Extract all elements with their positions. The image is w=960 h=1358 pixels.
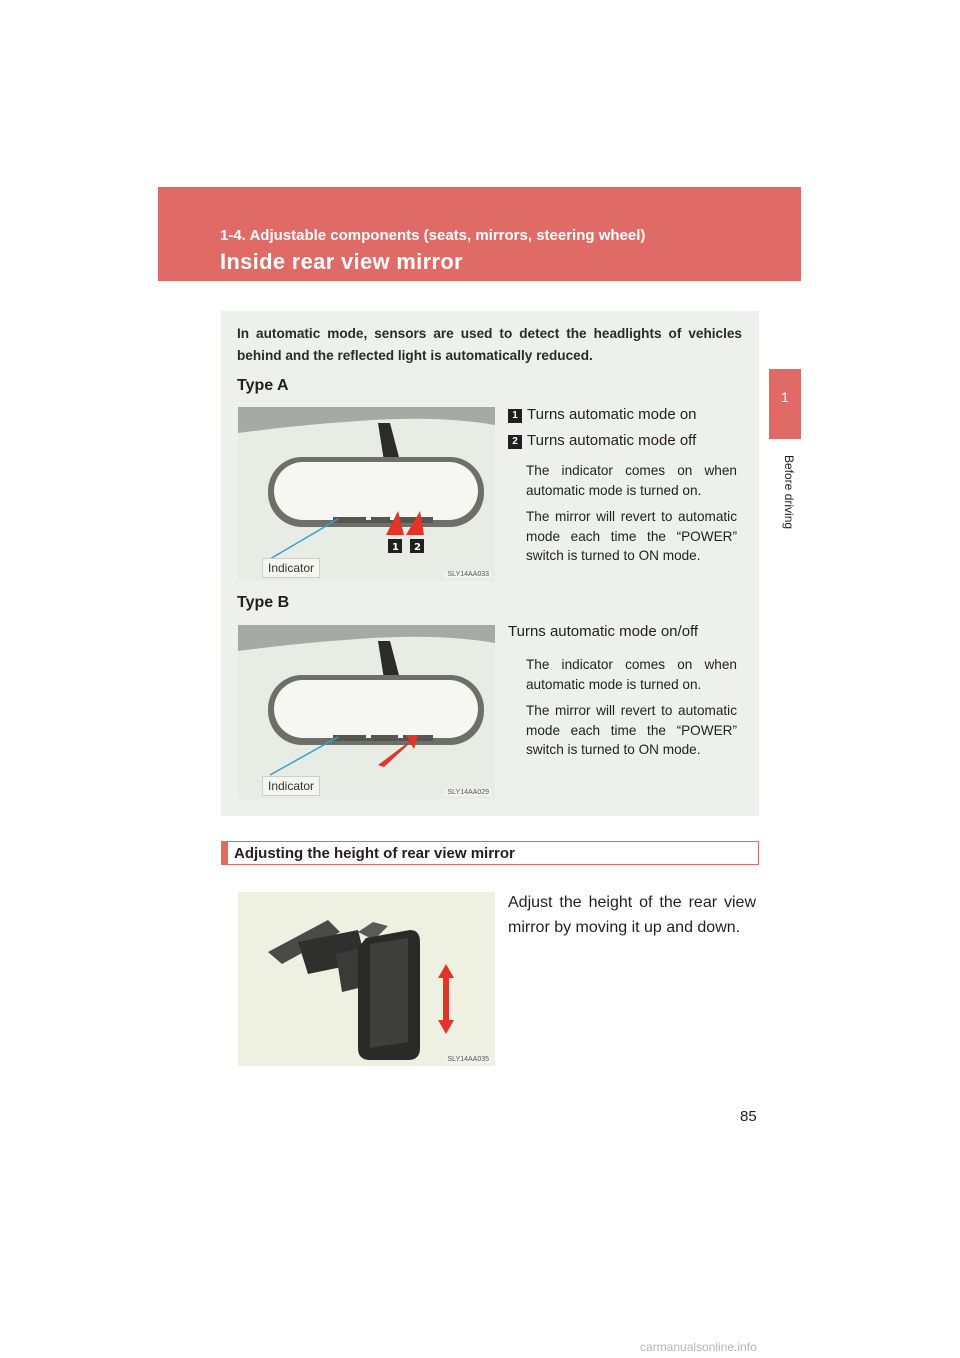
- indicator-label-a: Indicator: [262, 558, 320, 578]
- subheading-accent-bar: [222, 842, 228, 864]
- indicator-label-b: Indicator: [262, 776, 320, 796]
- intro-text: In automatic mode, sensors are used to detect the headlights of vehicles behind and the reflected light is automatically reduced.: [237, 326, 742, 363]
- mirror-illustration-a: [238, 407, 495, 581]
- number-box-1: 1: [508, 409, 522, 423]
- type-b-item: Turns automatic mode on/off: [508, 623, 699, 640]
- height-figure: [238, 892, 495, 1066]
- number-box-2: 2: [508, 435, 522, 449]
- section-header: [158, 187, 801, 281]
- mirror-height-illustration: [238, 892, 495, 1066]
- automatic-mode-panel: [221, 311, 759, 816]
- callout-2: 2: [414, 542, 421, 553]
- type-a-item-2: 2 Turns automatic mode off: [508, 432, 696, 449]
- mirror-illustration-b: [238, 625, 495, 799]
- type-b-label: Type B: [237, 594, 290, 611]
- type-b-figure: [238, 625, 495, 799]
- type-a-note-1: The indicator comes on when automatic mode is turned on.: [526, 463, 737, 498]
- watermark: carmanualsonline.info: [640, 1340, 757, 1354]
- type-a-label: Type A: [237, 377, 289, 394]
- subheading-text: Adjusting the height of rear view mirror: [234, 845, 515, 862]
- type-a-item-1: 1 Turns automatic mode on: [508, 406, 697, 423]
- height-body-text: Adjust the height of the rear view mirror by moving it up and down.: [508, 894, 756, 936]
- figure-code-a: SLY14AA033: [447, 571, 489, 578]
- chapter-tab[interactable]: 1: [769, 369, 801, 439]
- figure-code-b: SLY14AA029: [447, 789, 489, 796]
- type-a-note-2: The mirror will revert to automatic mode each time the “POWER” switch is turned to ON mode.: [526, 509, 737, 563]
- type-a-figure: [238, 407, 495, 581]
- callout-1: 1: [392, 542, 399, 553]
- figure-code-height: SLY14AA035: [447, 1056, 489, 1063]
- height-subheading: [221, 841, 759, 865]
- chapter-label: Before driving: [782, 455, 796, 530]
- page-title: Inside rear view mirror: [220, 249, 463, 274]
- type-b-note-1: The indicator comes on when automatic mode is turned on.: [526, 657, 737, 692]
- page-number: 85: [740, 1108, 757, 1125]
- section-title: 1-4. Adjustable components (seats, mirrors, steering wheel): [220, 227, 646, 244]
- type-b-note-2: The mirror will revert to automatic mode each time the “POWER” switch is turned to ON mode.: [526, 703, 737, 757]
